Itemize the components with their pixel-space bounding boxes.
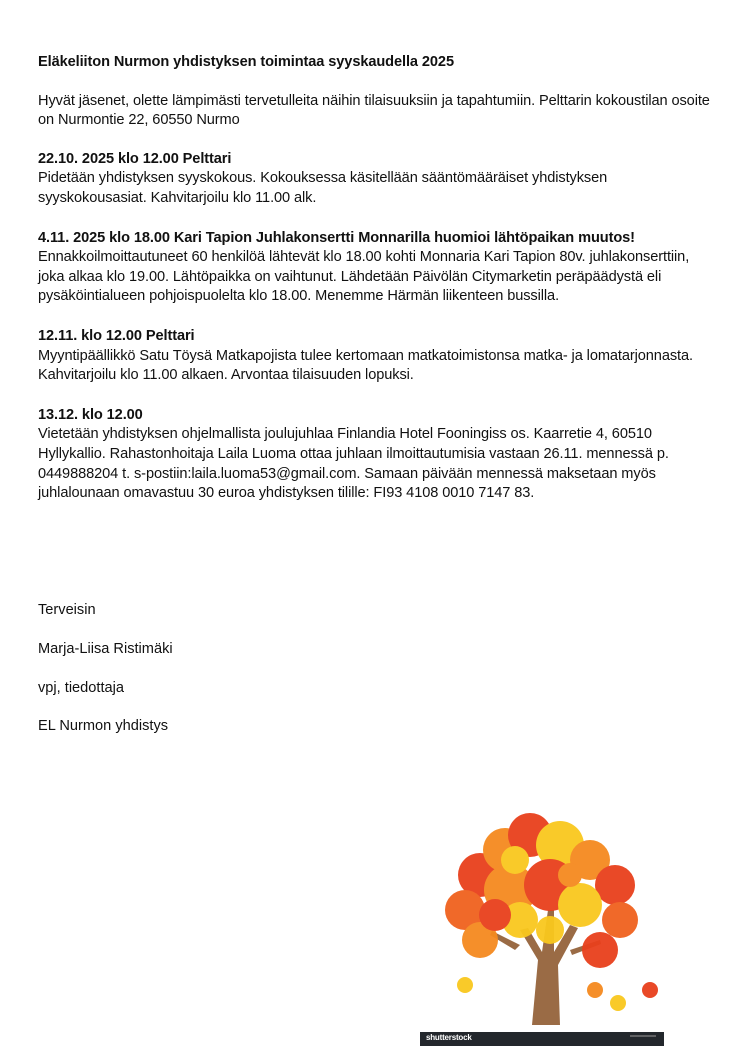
signature-block [38, 602, 173, 757]
event-body: Pidetään yhdistyksen syyskokous. Kokouksessa käsitellään sääntömääräiset yhdistyksen syyskokousasiat. Kahvitarjoilu klo 11.00 alk. [38, 170, 608, 206]
autumn-tree-illustration [420, 790, 665, 1035]
intro-paragraph: Hyvät jäsenet, olette lämpimästi tervetulleita näihin tilaisuuksiin ja tapahtumiin. Pelttarin kokoustilan osoite on Nurmontie 22, 60550 Nurmo [38, 92, 710, 129]
event-item [38, 229, 718, 307]
event-body: Ennakkoilmoittautuneet 60 henkilöä lähtevät klo 18.00 kohti Monnaria Kari Tapion 80v. juhlakonserttiin, joka alkaa klo 19.00. Lähtöpaikka on vaihtunut. Lähdetään Päivölän Citymarketin peräpäädystä eli pysäköintialueen pohjoispuolelta klo 18.00. Menemme Härmän liikenteen bussilla. [38, 249, 690, 305]
signer-name: Marja-Liisa Ristimäki [38, 640, 173, 657]
event-item [38, 327, 718, 386]
event-body: Vietetään yhdistyksen ohjelmallista joulujuhlaa Finlandia Hotel Fooningiss os. Kaarretie 4, 60510 Hyllykallio. Rahastonhoitaja Laila Luoma ottaa juhlaan ilmoittautumisia vastaan 26.11. mennessä p. 0449888204 t. s-postiin:laila.luoma53@gmail.com. Samaan päivään mennessä maksetaan myös juhlalounaan omavastuu 30 euroa yhdistyksen tilille: FI93 4108 0010 7147 83. [38, 426, 669, 502]
event-heading: 12.11. klo 12.00 Pelttari [38, 327, 195, 344]
event-item [38, 406, 718, 504]
stock-watermark-banner [420, 1032, 664, 1046]
event-body: Myyntipäällikkö Satu Töysä Matkapojista tulee kertomaan matkatoimistonsa matka- ja lomatarjonnasta. Kahvitarjoilu klo 11.00 alkaen. Arvontaa tilaisuuden lopuksi. [38, 347, 693, 384]
document-title: Eläkeliiton Nurmon yhdistyksen toimintaa syyskaudella 2025 [38, 54, 454, 70]
event-heading: 22.10. 2025 klo 12.00 Pelttari [38, 150, 232, 167]
event-item [38, 150, 718, 209]
document-body [38, 53, 718, 524]
event-heading: 4.11. 2025 klo 18.00 Kari Tapion Juhlakonsertti Monnarilla huomioi lähtöpaikan muutos! [38, 229, 635, 246]
watermark-meta [630, 1035, 656, 1045]
watermark-brand: shutterstock [426, 1033, 472, 1042]
signer-role: vpj, tiedottaja [38, 679, 124, 696]
organization-name: EL Nurmon yhdistys [38, 718, 169, 735]
event-heading: 13.12. klo 12.00 [38, 406, 143, 423]
autumn-tree-icon [420, 790, 665, 1050]
greeting: Terveisin [38, 602, 96, 618]
